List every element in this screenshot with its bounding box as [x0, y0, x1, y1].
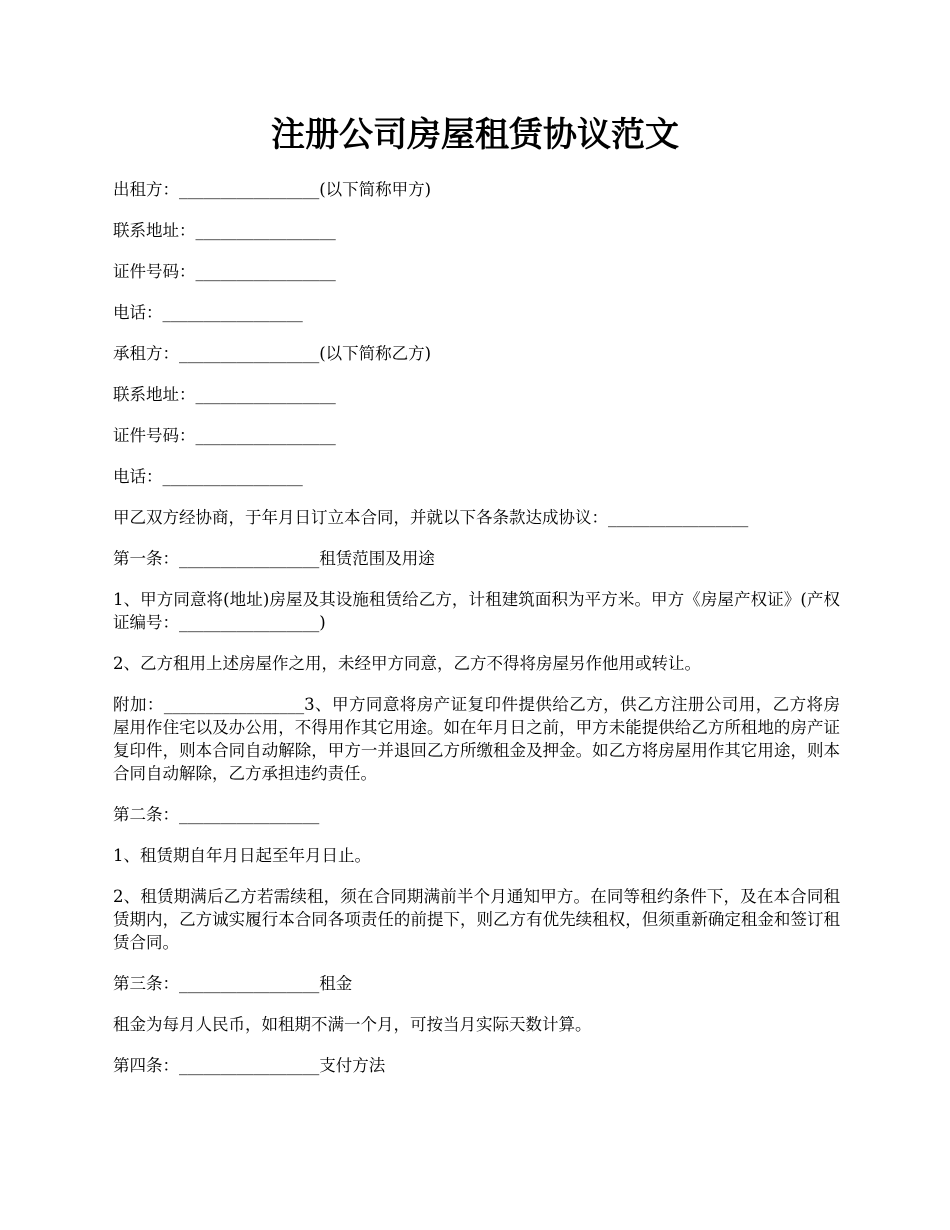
document-title: 注册公司房屋租赁协议范文	[271, 115, 679, 155]
lessor-phone-line: 电话：_________________	[113, 303, 303, 322]
article-1-heading: 第一条：_________________租赁范围及用途	[113, 549, 435, 568]
lessee-phone-line: 电话：_________________	[113, 467, 303, 486]
lessor-address-line: 联系地址：_________________	[113, 221, 336, 240]
lessee-id-line: 证件号码：_________________	[113, 426, 336, 445]
document-body	[113, 178, 840, 1095]
article-1-clause-2: 2、乙方租用上述房屋作之用，未经甲方同意，乙方不得将房屋另作他用或转让。	[113, 654, 701, 673]
article-4-heading: 第四条：_________________支付方法	[113, 1056, 386, 1075]
article-3-body: 租金为每月人民币，如租期不满一个月，可按当月实际天数计算。	[113, 1015, 592, 1034]
lessee-address-line: 联系地址：_________________	[113, 385, 336, 404]
lessee-name-line: 承租方：_________________(以下简称乙方)	[113, 344, 432, 363]
article-2-heading: 第二条：_________________	[113, 805, 320, 824]
agreement-preamble: 甲乙双方经协商，于年月日订立本合同，并就以下各条款达成协议：_________________	[113, 508, 749, 527]
article-1-addendum: 附加：_________________3、甲方同意将房产证复印件提供给乙方，供乙方注册公司用，乙方将房屋用作住宅以及办公用，不得用作其它用途。如在年月日之前，甲方未能提供给乙方所租地的房产证复印件，则本合同自动解除，甲方一并退回乙方所缴租金及押金。如乙方将房屋用作其它用途，则本合同自动解除，乙方承担违约责任。	[113, 695, 840, 783]
lessor-name-line: 出租方：_________________(以下简称甲方)	[113, 180, 432, 199]
article-3-heading: 第三条：_________________租金	[113, 974, 353, 993]
article-1-clause-1: 1、甲方同意将(地址)房屋及其设施租赁给乙方，计租建筑面积为平方米。甲方《房屋产权证》(产权证编号：_________________)	[113, 590, 840, 632]
lessor-id-line: 证件号码：_________________	[113, 262, 336, 281]
article-2-clause-1: 1、租赁期自年月日起至年月日止。	[113, 846, 371, 865]
article-2-clause-2: 2、租赁期满后乙方若需续租，须在合同期满前半个月通知甲方。在同等租约条件下，及在本合同租赁期内，乙方诚实履行本合同各项责任的前提下，则乙方有优先续租权，但须重新确定租金和签订租赁合同。	[113, 887, 840, 952]
